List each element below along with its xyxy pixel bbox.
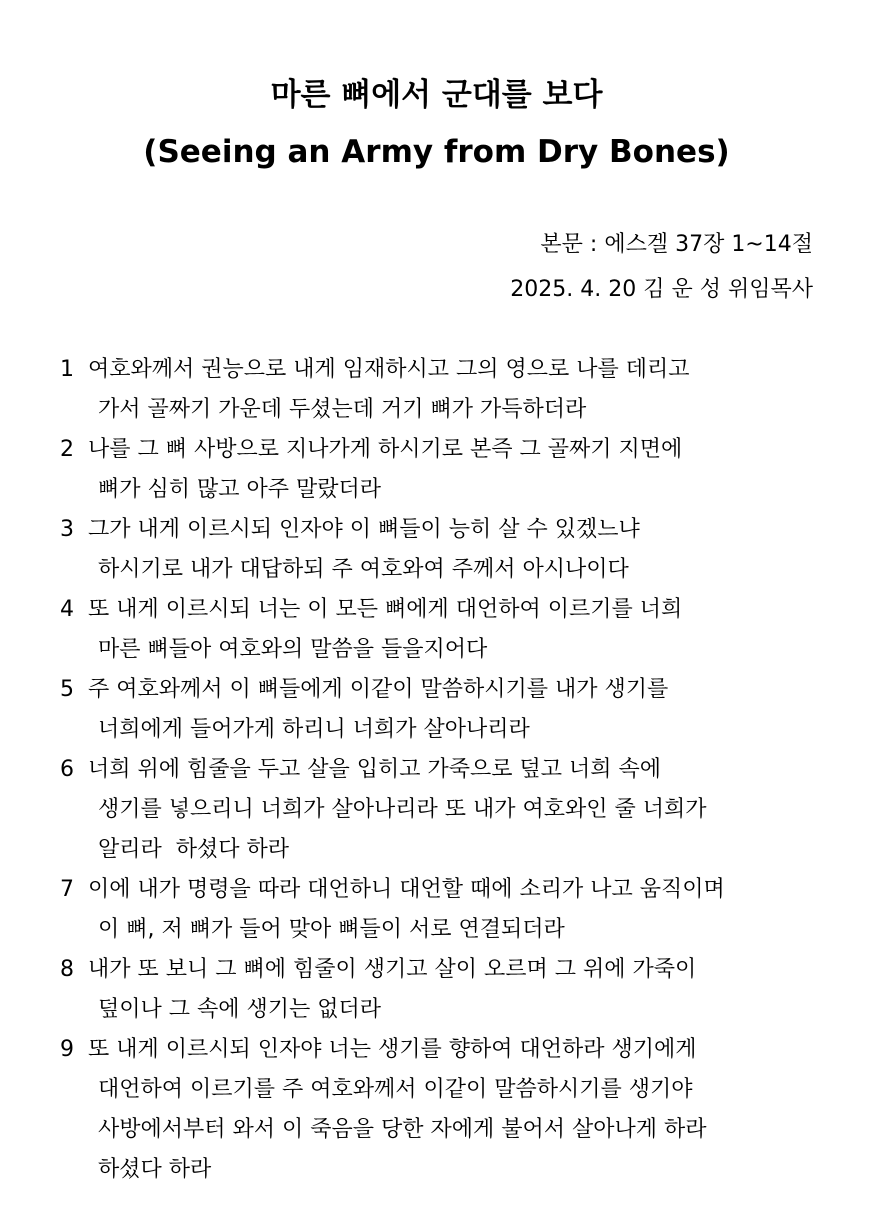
verse-line: 너희에게 들어가게 하리니 너희가 살아나리라 [98,717,530,742]
verse-number: 3 [60,517,74,542]
verse-line: 또 내게 이르시되 너는 이 모든 뼈에게 대언하여 이르기를 너희 [88,597,683,622]
verse-line: 주 여호와께서 이 뼈들에게 이같이 말씀하시기를 내가 생기를 [88,677,669,702]
sermon-title-korean: 마른 뼈에서 군대를 보다 [270,76,603,113]
verse-line: 생기를 넣으리니 너희가 살아나리라 또 내가 여호와인 줄 너희가 [98,797,707,822]
verse-line: 그가 내게 이르시되 인자야 이 뼈들이 능히 살 수 있겠느냐 [88,517,640,542]
verse-line: 하셨다 하라 [98,1157,212,1182]
verse-line: 이 뼈, 저 뼈가 들어 맞아 뼈들이 서로 연결되더라 [98,917,565,942]
verse-line: 가서 골짜기 가운데 두셨는데 거기 뼈가 가득하더라 [98,397,587,422]
verse-item [60,430,820,510]
verse-text [88,950,820,1030]
verse-list [60,350,820,1190]
verse-line: 하시기로 내가 대답하되 주 여호와여 주께서 아시나이다 [98,557,629,582]
verse-number: 1 [60,357,74,382]
verse-line: 마른 뼈들아 여호와의 말씀을 들을지어다 [98,637,488,662]
verse-item [60,870,820,950]
verse-line: 나를 그 뼈 사방으로 지나가게 하시기로 본즉 그 골짜기 지면에 [88,437,683,462]
verse-item [60,1030,820,1190]
verse-text [88,430,820,510]
verse-item [60,750,820,870]
verse-number: 5 [60,677,74,702]
verse-item [60,670,820,750]
verse-number: 6 [60,757,74,782]
verse-text [88,750,820,870]
verse-line: 뼈가 심히 많고 아주 말랐더라 [98,477,381,502]
verse-text [88,670,820,750]
verse-text [88,350,820,430]
scripture-reference: 본문 : 에스겔 37장 1~14절 [540,232,813,257]
verse-text [88,590,820,670]
verse-text [88,870,820,950]
verse-number: 4 [60,597,74,622]
verse-line: 너희 위에 힘줄을 두고 살을 입히고 가죽으로 덮고 너희 속에 [88,757,661,782]
verse-number: 7 [60,877,74,902]
verse-number: 8 [60,957,74,982]
verse-number: 2 [60,437,74,462]
verse-text [88,1030,820,1190]
verse-item [60,950,820,1030]
verse-line: 사방에서부터 와서 이 죽음을 당한 자에게 불어서 살아나게 하라 [98,1117,707,1142]
verse-line: 대언하여 이르기를 주 여호와께서 이같이 말씀하시기를 생기야 [98,1077,693,1102]
verse-line: 여호와께서 권능으로 내게 임재하시고 그의 영으로 나를 데리고 [88,357,690,382]
verse-item [60,510,820,590]
verse-line: 알리라 하셨다 하라 [98,837,289,862]
verse-item [60,350,820,430]
verse-line: 또 내게 이르시되 인자야 너는 생기를 향하여 대언하라 생기에게 [88,1037,697,1062]
date-and-preacher: 2025. 4. 20 김 운 성 위임목사 [510,277,813,302]
verse-item [60,590,820,670]
verse-line: 내가 또 보니 그 뼈에 힘줄이 생기고 살이 오르며 그 위에 가죽이 [88,957,697,982]
verse-number: 9 [60,1037,74,1062]
verse-text [88,510,820,590]
verse-line: 이에 내가 명령을 따라 대언하니 대언할 때에 소리가 나고 움직이며 [88,877,725,902]
verse-line: 덮이나 그 속에 생기는 없더라 [98,997,381,1022]
sermon-title-english: (Seeing an Army from Dry Bones) [143,133,730,170]
